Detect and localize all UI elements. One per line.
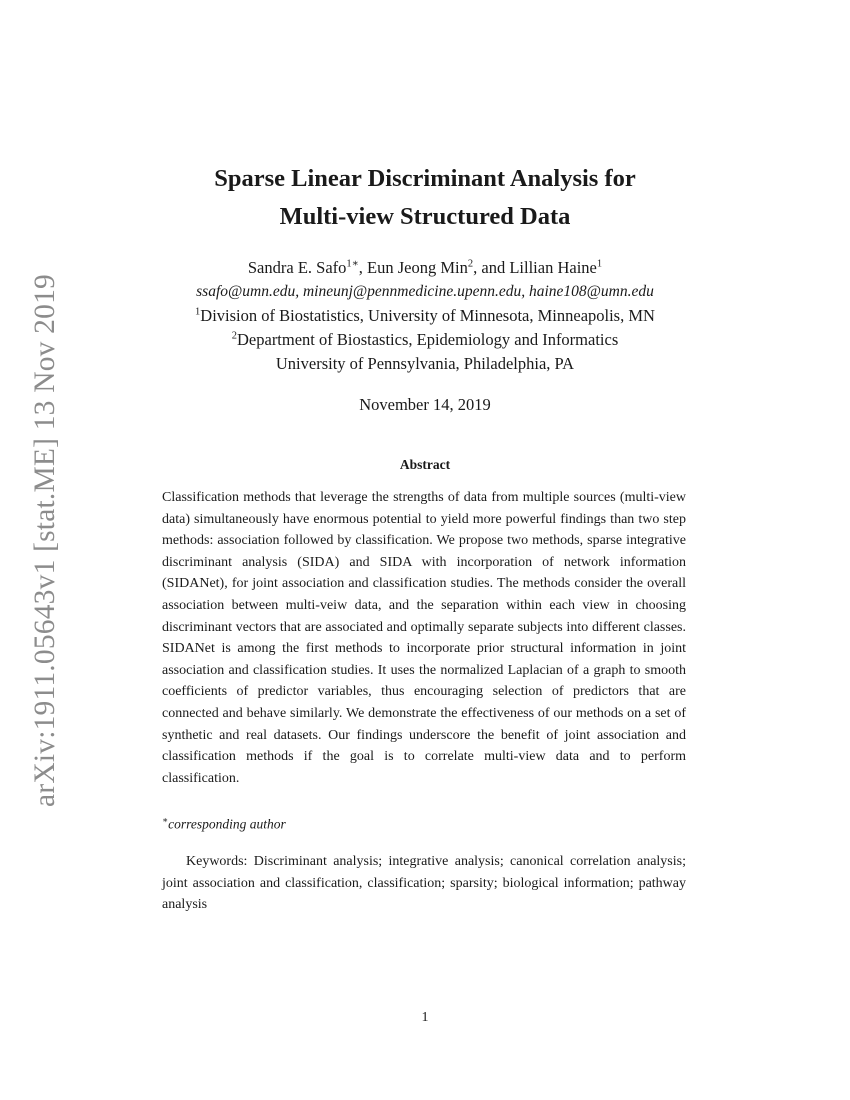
footnote-text: corresponding author	[168, 816, 286, 832]
author-separator: ,	[358, 258, 368, 277]
author-name: Lillian Haine	[509, 258, 597, 277]
footnote-marker: ∗	[162, 815, 169, 825]
keywords-text: Keywords: Discriminant analysis; integrative analysis; canonical correlation analysis; joint association and classification, classification; sparsity; biological information; pathway analysis	[162, 854, 686, 913]
author-name: Eun Jeong Min	[367, 258, 468, 277]
title-line-1: Sparse Linear Discriminant Analysis for	[214, 165, 636, 192]
arxiv-identifier-text: arXiv:1911.05643v1 [stat.ME] 13 Nov 2019	[28, 273, 61, 807]
author-name: Sandra E. Safo	[247, 258, 347, 277]
author-affiliation-marker: 1∗	[346, 258, 359, 270]
author-separator: , and	[473, 258, 510, 277]
abstract-text: Classification methods that leverage the strengths of data from multiple sources (multi-view data) simultaneously have enormous potential to yield more powerful findings than two step methods: association followed by classification. We propose two methods, sparse integrative discriminant analysis (SIDA) and SIDA with incorporation of network information (SIDANet), for joint association and classification studies. The methods consider the overall association between multi-veiw data, and the separation within each view in choosing discriminant vectors that are associated and optimally separate subjects into different classes. SIDANet is among the first methods to incorporate prior structural information in joint association and classification studies. It uses the normalized Laplacian of a graph to smooth coefficients of predictor variables, thus encouraging selection of predictors that are connected and behave similarly. We demonstrate the effectiveness of our methods on a set of synthetic and real datasets. Our findings underscore the benefit of joint association and classification methods if the goal is to correlate multi-view data and to perform classification.	[162, 490, 686, 786]
author-block	[0, 256, 850, 376]
affiliation-marker: 2	[231, 330, 237, 342]
keywords-section	[162, 851, 686, 916]
author-emails: ssafo@umn.edu, mineunj@pennmedicine.upenn.edu, haine108@umn.edu	[196, 283, 654, 300]
affiliation-2	[0, 328, 850, 352]
affiliation-marker: 1	[195, 306, 201, 318]
affiliation-2-line-2: University of Pennsylvania, Philadelphia, PA	[275, 354, 575, 373]
affiliation-text: Division of Biostatistics, University of Minnesota, Minneapolis, MN	[200, 306, 655, 325]
paper-date: November 14, 2019	[359, 395, 491, 414]
affiliation-text: Department of Biostastics, Epidemiology and Informatics	[237, 330, 619, 349]
affiliation-1	[0, 304, 850, 328]
author-affiliation-marker: 1	[596, 258, 603, 270]
paper-title	[0, 160, 850, 236]
page-number: 1	[421, 1010, 429, 1025]
corresponding-author-footnote	[162, 811, 686, 834]
author-affiliation-marker: 2	[467, 258, 474, 270]
author-list	[0, 256, 850, 280]
abstract-heading: Abstract	[399, 457, 451, 472]
title-line-2: Multi-view Structured Data	[279, 203, 571, 230]
abstract-body	[162, 487, 686, 789]
